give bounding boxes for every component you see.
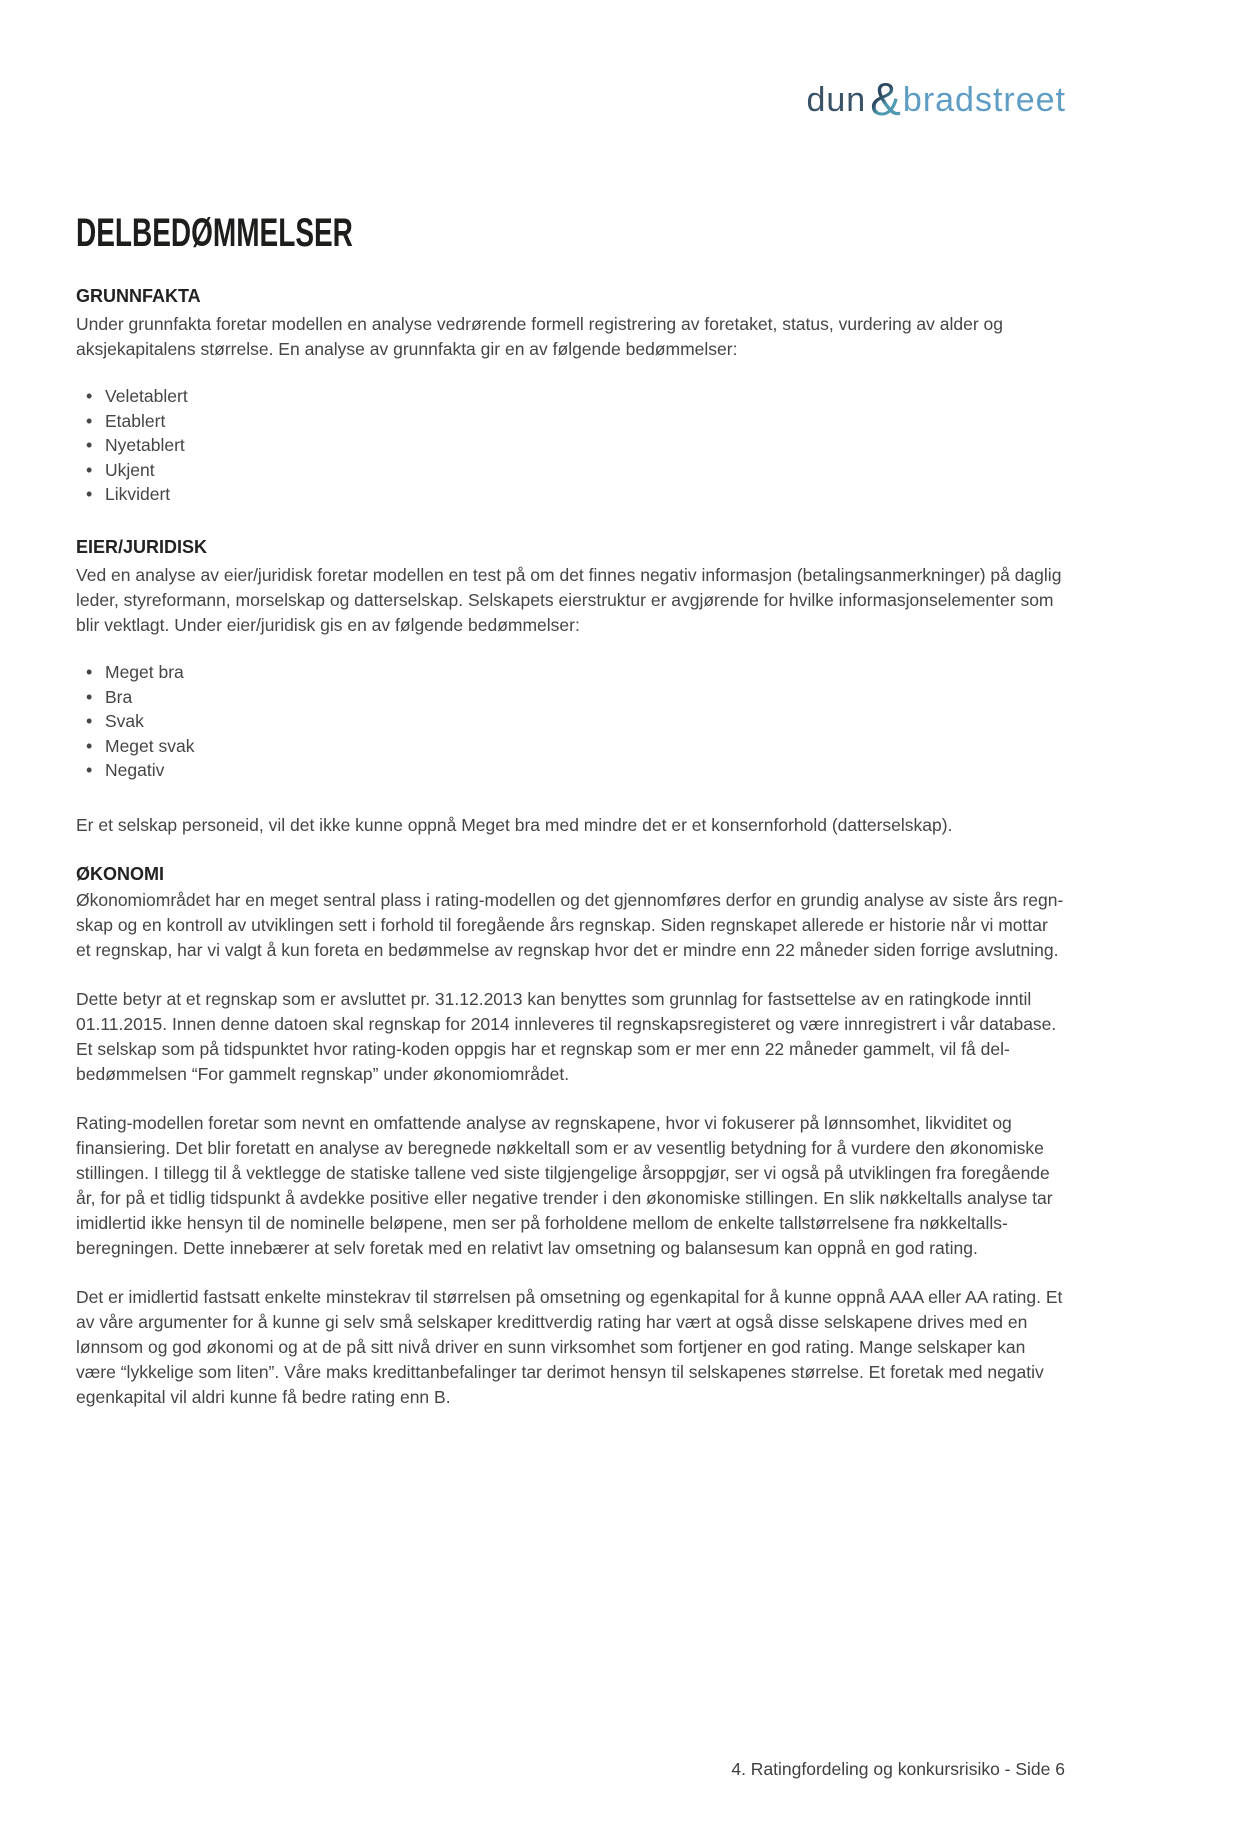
list-item: • Meget bra	[80, 660, 1066, 685]
section-heading-okonomi: ØKONOMI	[76, 863, 164, 884]
list-item: • Meget svak	[80, 734, 1066, 759]
section-heading-grunnfakta: GRUNNFAKTA	[76, 286, 201, 306]
list-item: • Negativ	[80, 758, 1066, 783]
page-title: DELBEDØMMELSER	[76, 211, 353, 255]
logo-ampersand-icon: &	[870, 73, 901, 125]
section-intro-grunnfakta: Under grunnfakta foretar modellen en analyse vedrørende formell registrering av foretaket, status, vurdering av alder og aksjekapitalens størrelse. En analyse av grunnfakta gir en av følgende bedømmelser:	[76, 314, 1004, 359]
grunnfakta-assessment-list	[76, 384, 1066, 507]
section-heading-eier-juridisk: EIER/JURIDISK	[76, 536, 208, 557]
section-eier-juridisk	[76, 537, 1066, 838]
eier-juridisk-assessment-list	[76, 660, 1066, 783]
list-item: • Svak	[80, 709, 1066, 734]
section-okonomi	[76, 864, 1066, 1410]
section-grunnfakta	[76, 286, 1066, 507]
section-intro-eier-juridisk: Ved en analyse av eier/juridisk foretar modellen en test på om det finnes negativ informasjon (betalingsanmerkninger) på daglig leder, styreformann, morselskap og datterselskap. Selskapets eierstruktur er avgjørende for hvilke informasjonselementer som blir vektlagt. Under eier/juridisk gis en av følgende bedømmelser:	[76, 564, 1062, 635]
document-page	[0, 72, 1241, 1410]
header	[76, 72, 1066, 125]
list-item: • Veletablert	[80, 384, 1066, 409]
list-item: • Likvidert	[80, 482, 1066, 507]
dun-bradstreet-logo	[806, 72, 1066, 130]
okonomi-paragraph: Rating-modellen foretar som nevnt en omfattende analyse av regnskapene, hvor vi fokuserer på lønnsomhet, likviditet og finansiering. Det blir foretatt en analyse av beregnede nøkkeltall som er av vesentlig betydning for å vurdere den økonomiske stillingen. I tillegg til å vektlegge de statiske tallene ved siste tilgjengelige årsoppgjør, ser vi også på utviklingen fra foregående år, for på et tidlig tidspunkt å avdekke positive eller negative trender i den økonomiske stillingen. En slik nøkkeltalls analyse tar imidlertid ikke hensyn til de nominelle beløpene, men ser på forholdene mellom de enkelte tallstørrelsene fra nøkkeltalls- beregningen. Dette innebærer at selv foretak med en relativt lav omsetning og balansesum kan oppnå en god rating.	[76, 1112, 1053, 1258]
okonomi-paragraph: Dette betyr at et regnskap som er avsluttet pr. 31.12.2013 kan benyttes som grunnlag for fastsettelse av en ratingkode inntil 01.11.2015. Innen denne datoen skal regnskap for 2014 innleveres til regnskapsregisteret og være innregistrert i vår database. Et selskap som på tidspunktet hvor rating-koden oppgis har et regnskap som er mer enn 22 måneder gammelt, vil få del- bedømmelsen “For gammelt regnskap” under økonomiområdet.	[76, 988, 1057, 1084]
list-item: • Bra	[80, 685, 1066, 710]
list-item: • Etablert	[80, 409, 1066, 434]
okonomi-paragraph: Det er imidlertid fastsatt enkelte minstekrav til størrelsen på omsetning og egenkapital for å kunne oppnå AAA eller AA rating. Et av våre argumenter for å kunne gi selv små selskaper kredittverdig rating har vært at også disse selskapene drives med en lønnsom og god økonomi og at de på sitt nivå driver en sunn virksomhet som fortjener en god rating. Mange selskaper kan være “lykkelige som liten”. Våre maks kredittanbefalinger tar derimot hensyn til selskapenes størrelse. Et foretak med negativ egenkapital vil aldri kunne få bedre rating enn B.	[76, 1286, 1063, 1407]
logo-text-dun: dun	[806, 81, 867, 119]
okonomi-paragraph: Økonomiområdet har en meget sentral plass i rating-modellen og det gjennomføres derfor en grundig analyse av siste års regn- skap og en kontroll av utviklingen sett i forhold til foregående års regnskap. Siden regnskapet allerede er historie når vi mottar et regnskap, har vi valgt å kun foreta en bedømmelse av regnskap hvor det er mindre enn 22 måneder siden forrige avslutning.	[76, 889, 1064, 960]
page-footer	[731, 1759, 1065, 1780]
footer-page-label: 4. Ratingfordeling og konkursrisiko - Side 6	[731, 1759, 1065, 1779]
logo-text-bradstreet: bradstreet	[902, 81, 1066, 119]
eier-juridisk-note: Er et selskap personeid, vil det ikke kunne oppnå Meget bra med mindre det er et konsernforhold (datterselskap).	[76, 814, 953, 835]
list-item: • Nyetablert	[80, 433, 1066, 458]
list-item: • Ukjent	[80, 458, 1066, 483]
